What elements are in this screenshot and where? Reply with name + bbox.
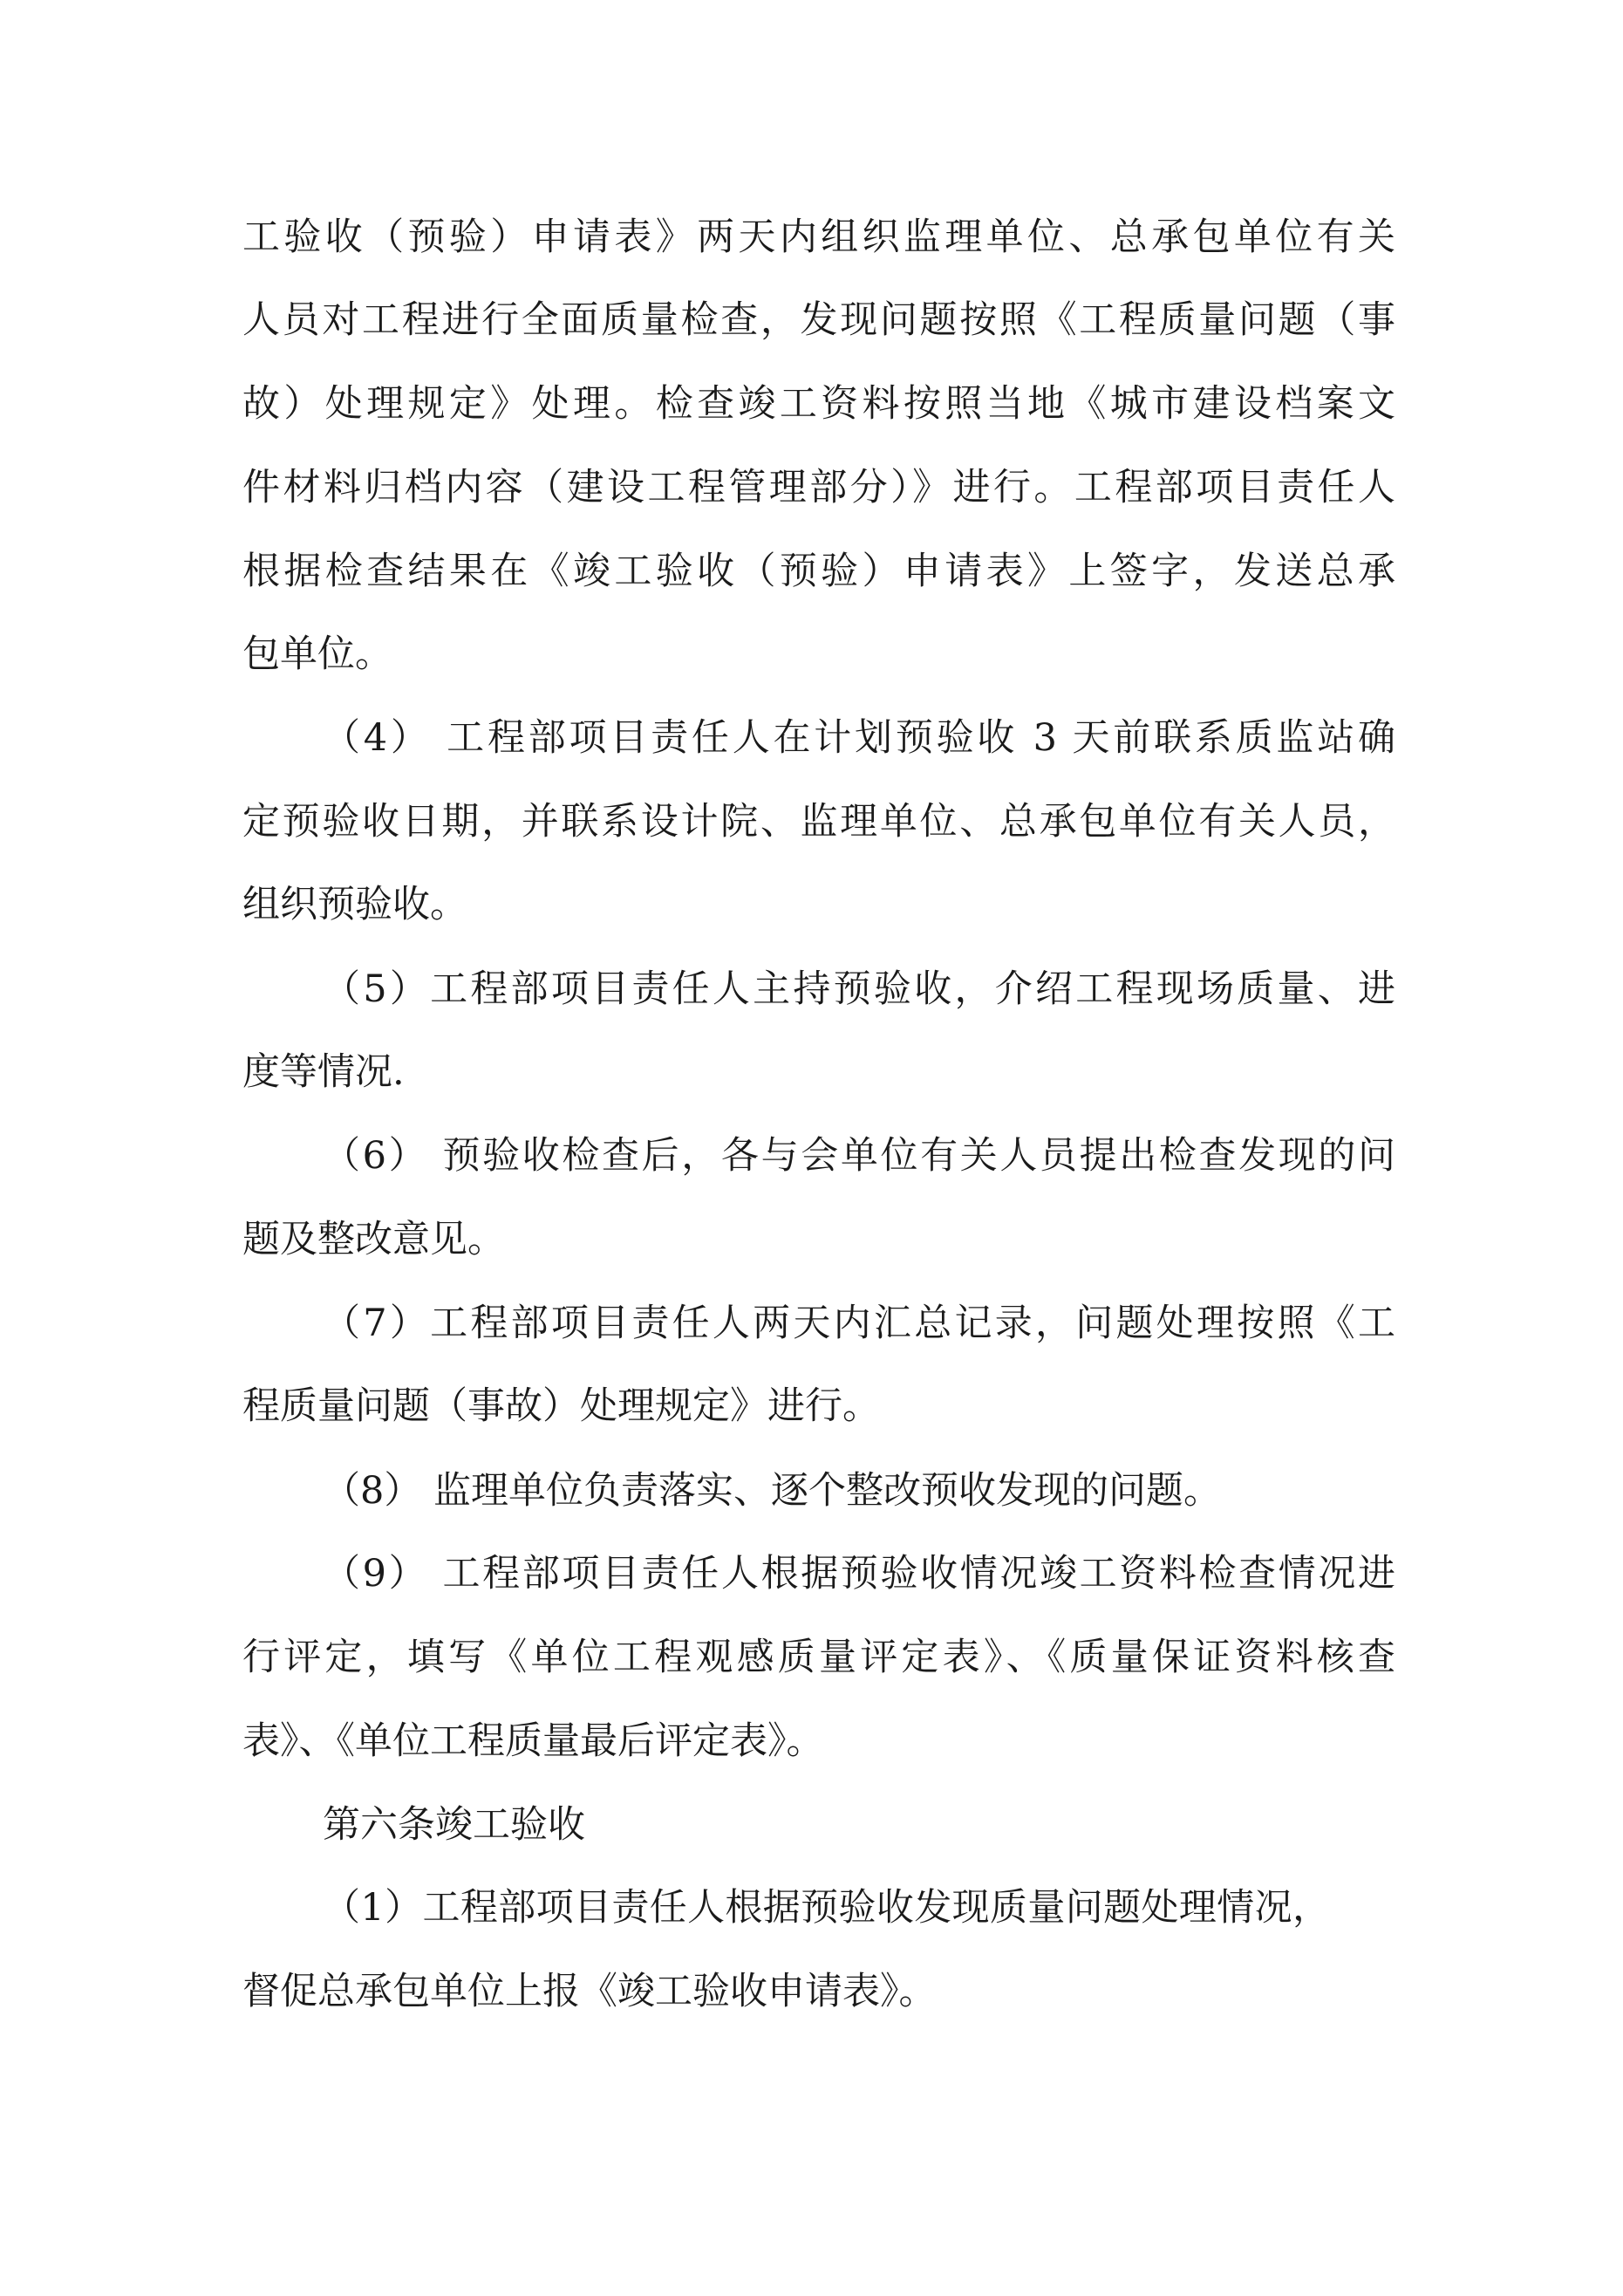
paragraph-line	[0, 378, 1623, 430]
paragraph-line	[0, 628, 1623, 680]
paragraph-line-text: 组织预验收。	[242, 883, 467, 926]
paragraph-line-text: （1）工程部项目责任人根据预验收发现质量问题处理情况，	[323, 1886, 1330, 1930]
paragraph-line-text: （4） 工程部项目责任人在计划预验收 3 天前联系质监站确	[323, 716, 1395, 760]
paragraph-line-text: 工验收（预验）申请表》两天内组织监理单位、总承包单位有关	[242, 215, 1395, 259]
paragraph-line-text: 督促总承包单位上报《竣工验收申请表》。	[242, 1970, 937, 2013]
paragraph-line-text: 根据检查结果在《竣工验收（预验）申请表》上签字，发送总承	[242, 550, 1395, 593]
paragraph-line-text: （9） 工程部项目责任人根据预验收情况竣工资料检查情况进	[323, 1552, 1395, 1596]
paragraph-line	[0, 1965, 1623, 2018]
paragraph-line	[0, 1631, 1623, 1684]
paragraph-line	[0, 963, 1623, 1015]
paragraph-line	[0, 1465, 1623, 1517]
paragraph-line-text: 定预验收日期，并联系设计院、监理单位、总承包单位有关人员，	[242, 800, 1395, 844]
paragraph-line	[0, 878, 1623, 931]
paragraph-line	[0, 294, 1623, 346]
paragraph-line-text: 件材料归档内容（建设工程管理部分）》进行。工程部项目责任人	[242, 466, 1395, 509]
paragraph-line-text: 第六条竣工验收	[323, 1803, 585, 1847]
paragraph-line-text: 程质量问题（事故）处理规定》进行。	[242, 1384, 880, 1428]
paragraph-line	[0, 1799, 1623, 1851]
paragraph-line	[0, 1882, 1623, 1934]
paragraph-line	[0, 545, 1623, 598]
paragraph-line	[0, 461, 1623, 514]
paragraph-line	[0, 1046, 1623, 1098]
paragraph-line	[0, 796, 1623, 848]
paragraph-line	[0, 1297, 1623, 1350]
paragraph-line-text: 故）处理规定》处理。检查竣工资料按照当地《城市建设档案文	[242, 382, 1395, 426]
paragraph-line-text: 度等情况.	[242, 1050, 405, 1094]
paragraph-line	[0, 1715, 1623, 1767]
paragraph-line-text: （5）工程部项目责任人主持预验收，介绍工程现场质量、进	[323, 967, 1395, 1011]
paragraph-line-text: 包单位。	[242, 632, 392, 676]
paragraph-line-text: （6） 预验收检查后，各与会单位有关人员提出检查发现的问	[323, 1134, 1395, 1178]
paragraph-line	[0, 712, 1623, 764]
paragraph-line	[0, 1380, 1623, 1432]
paragraph-line	[0, 1548, 1623, 1600]
paragraph-line-text: 表》、《单位工程质量最后评定表》。	[242, 1719, 824, 1763]
paragraph-line	[0, 1213, 1623, 1266]
paragraph-line-text: （8） 监理单位负责落实、逐个整改预收发现的问题。	[323, 1469, 1222, 1513]
paragraph-line-text: （7）工程部项目责任人两天内汇总记录，问题处理按照《工	[323, 1302, 1395, 1345]
paragraph-line	[0, 1130, 1623, 1182]
paragraph-line-text: 题及整改意见。	[242, 1218, 505, 1261]
paragraph-line-text: 人员对工程进行全面质量检查，发现问题按照《工程质量问题（事	[242, 298, 1395, 342]
paragraph-line-text: 行评定，填写《单位工程观感质量评定表》、《质量保证资料核查	[242, 1636, 1395, 1679]
paragraph-line	[0, 211, 1623, 263]
